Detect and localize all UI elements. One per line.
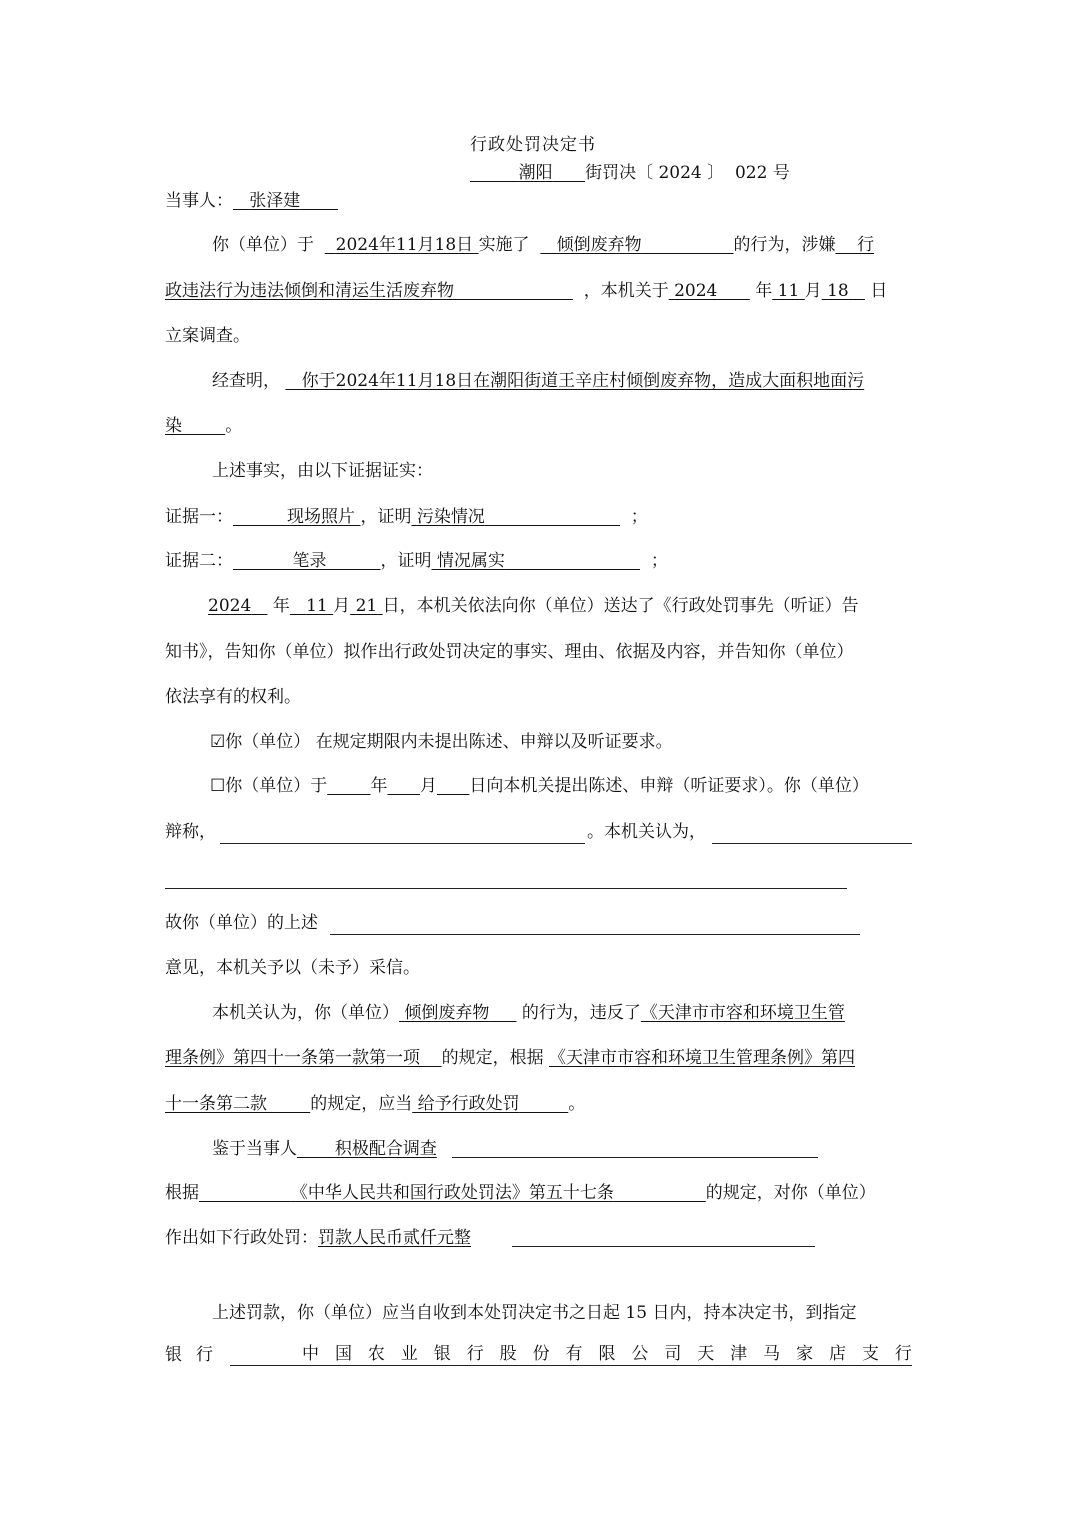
findings-2: 染: [165, 416, 182, 436]
basis-law-1: 《天津市市容和环境卫生管理条例》第四: [549, 1048, 856, 1068]
bank-name-char: 司: [664, 1344, 682, 1364]
doc-number-org: 潮阳: [518, 163, 553, 183]
checked-box-icon[interactable]: ☑: [210, 732, 226, 752]
p5-text-c: 的规定，根据: [441, 1048, 544, 1068]
party-label: 当事人：: [165, 191, 233, 211]
bank-name-char: 津: [730, 1344, 748, 1364]
evidence-intro: 上述事实，由以下证据证实：: [212, 461, 433, 481]
evidence-2-end: ；: [650, 551, 668, 571]
suspected-violation-1: 行: [857, 235, 875, 255]
defense-blank: [220, 843, 585, 844]
bank-name-char: 行: [466, 1344, 484, 1364]
violated-law-2: 理条例》第四十一条第一款第一项: [165, 1048, 420, 1068]
p1-text-b: 实施了: [478, 235, 530, 255]
mitigation-line: [212, 1137, 437, 1161]
bank-name-char: 店: [829, 1344, 846, 1364]
above-statement-blank: [330, 934, 860, 935]
bank-name-char: 有: [565, 1344, 583, 1364]
p1-line1: [212, 233, 874, 257]
evidence-2: [165, 549, 668, 573]
basis-law-2: 十一条第二款: [165, 1094, 267, 1114]
bank-name-char: 马: [763, 1344, 781, 1364]
p1-text-d: ，本机关于: [583, 281, 669, 301]
defense-label: 辩称，: [165, 822, 216, 842]
designated-bank: [230, 1343, 912, 1366]
day-label: 日: [870, 281, 888, 301]
penalty-basis-law: 《中华人民共和国行政处罚法》第五十七条: [290, 1183, 614, 1203]
penalty-amount: 罚款人民币贰仟元整: [318, 1228, 471, 1248]
p4-line1: [208, 594, 859, 618]
notice-month: 11: [306, 596, 328, 616]
filing-year: 2024: [674, 281, 718, 301]
p5-end: 。: [568, 1094, 586, 1114]
notice-year-label: 年: [272, 596, 290, 616]
notice-year: 2024: [208, 596, 252, 616]
evidence-1-proof: 污染情况: [416, 507, 485, 527]
doc-number-num: 022: [734, 163, 768, 183]
filing-month: 11: [777, 281, 800, 301]
adoption-line: 意见，本机关予以（未予）采信。: [165, 958, 420, 978]
p5-act: 倾倒废弃物: [404, 1003, 490, 1023]
bank-name-char: 公: [631, 1344, 649, 1364]
notice-day: 21: [355, 596, 378, 616]
party-name: 张泽建: [249, 191, 301, 211]
bank-name-char: 限: [598, 1344, 616, 1364]
evidence-1: [165, 505, 648, 529]
bank-name-char: 行: [894, 1344, 912, 1364]
bank-name-char: 银: [433, 1344, 451, 1364]
bank-name-char: 股: [499, 1344, 517, 1364]
unchecked-box-icon[interactable]: ☐: [210, 776, 226, 796]
p7-text-b: 的规定，对你（单位）: [705, 1183, 876, 1203]
bank-name-char: 支: [861, 1344, 879, 1364]
option-no-statement-text: 你（单位） 在规定期限内未提出陈述、申辩以及听证要求。: [225, 732, 673, 752]
suspected-violation-2: 政违法行为违法倾倒和清运生活废弃物: [165, 281, 454, 301]
evidence-2-item: 笔录: [292, 551, 327, 571]
option-statement-c: 月: [419, 776, 437, 796]
bank-label-char-2: 行: [196, 1345, 213, 1365]
violation-date: 2024年11月18日: [335, 235, 474, 255]
p7-line1: [165, 1181, 876, 1205]
evidence-1-item: 现场照片: [287, 507, 356, 527]
p4-line2: 知书》，告知你（单位）拟作出行政处罚决定的事实、理由、依据及内容，并告知你（单位）: [165, 642, 854, 662]
p5-line1: [212, 1001, 845, 1025]
blank-year: [327, 776, 370, 796]
blank-month: [387, 776, 419, 796]
violation-act: 倾倒废弃物: [556, 235, 642, 255]
option-no-statement: [210, 730, 673, 754]
option-statement-a: 你（单位）于: [225, 776, 328, 796]
evidence-2-mid: ，证明: [380, 551, 432, 571]
authority-opinion-label: 。本机关认为，: [587, 822, 706, 842]
p5-text-b: 的行为，违反了: [521, 1003, 641, 1023]
notice-month-label: 月: [333, 596, 351, 616]
evidence-1-end: ；: [630, 507, 648, 527]
bank-name-char: 家: [796, 1344, 814, 1364]
bank-name-char: 份: [532, 1344, 550, 1364]
doc-number-year: 2024: [658, 163, 702, 183]
authority-opinion-blank: [712, 843, 912, 844]
p7-text-a: 根据: [165, 1183, 199, 1203]
p2-line2: [165, 414, 242, 438]
p1-line3: 立案调查。: [165, 326, 250, 346]
party-line: [165, 189, 338, 213]
bank-name-char: 天: [697, 1344, 715, 1364]
bank-name-char: 国: [334, 1344, 352, 1364]
findings-1: 你于2024年11月18日在潮阳街道王辛庄村倾倒废弃物，造成大面积地面污: [301, 371, 865, 391]
p5-text-d: 的规定，应当: [310, 1094, 413, 1114]
document-title: 行政处罚决定书: [470, 135, 596, 155]
doc-number-suffix: 号: [772, 163, 790, 183]
filing-day: 18: [827, 281, 849, 301]
p8-line1: 上述罚款，你（单位）应当自收到本处罚决定书之日起 15 日内，持本决定书，到指定: [212, 1303, 857, 1323]
p5-line3: [165, 1092, 585, 1116]
bank-name-char: 业: [400, 1344, 418, 1364]
authority-opinion-blank-2: [165, 888, 847, 889]
p2-line1: [212, 369, 864, 393]
bank-label: [165, 1343, 213, 1367]
p7-text-c: 作出如下行政处罚：: [165, 1228, 318, 1248]
bank-name-char: 农: [367, 1344, 385, 1364]
violated-law-1: 《天津市市容和环境卫生管: [640, 1003, 845, 1023]
p2-text-a: 经查明，: [212, 371, 280, 391]
blank-day: [437, 776, 469, 796]
bank-name-char: 中: [302, 1344, 319, 1364]
mitigation-label: 鉴于当事人: [212, 1139, 297, 1159]
above-statement-label: 故你（单位）的上述: [165, 913, 318, 933]
p1-text-c: 的行为，涉嫌: [733, 235, 836, 255]
evidence-1-mid: ，证明: [360, 507, 412, 527]
p1-text-a: 你（单位）于: [212, 235, 314, 255]
option-statement-b: 年: [370, 776, 388, 796]
p7-line2: [165, 1226, 471, 1250]
month-label: 月: [804, 281, 822, 301]
should-action: 给予行政处罚: [417, 1094, 520, 1114]
p2-end: 。: [225, 416, 243, 436]
year-label: 年: [755, 281, 773, 301]
evidence-2-proof: 情况属实: [436, 551, 505, 571]
mitigation-reason: 积极配合调查: [334, 1139, 437, 1159]
evidence-1-label: 证据一：: [165, 507, 233, 527]
document-number: [470, 161, 790, 185]
p5-line2: [165, 1046, 855, 1070]
p4-text-1: 日，本机关依法向你（单位）送达了《行政处罚事先（听证）告: [382, 596, 859, 616]
evidence-2-label: 证据二：: [165, 551, 233, 571]
p4-line3: 依法享有的权利。: [165, 687, 301, 707]
penalty-blank: [512, 1246, 815, 1247]
doc-number-close: 〕: [707, 163, 725, 183]
option-statement-d: 日向本机关提出陈述、申辩（听证要求）。你（单位）: [469, 776, 869, 796]
p5-text-a: 本机关认为，你（单位）: [212, 1003, 399, 1023]
mitigation-blank: [452, 1157, 818, 1158]
p1-line2: [165, 279, 887, 303]
option-statement: [210, 774, 869, 798]
doc-number-mid: 街罚决〔: [585, 163, 654, 183]
bank-label-char-1: 银: [165, 1345, 182, 1365]
